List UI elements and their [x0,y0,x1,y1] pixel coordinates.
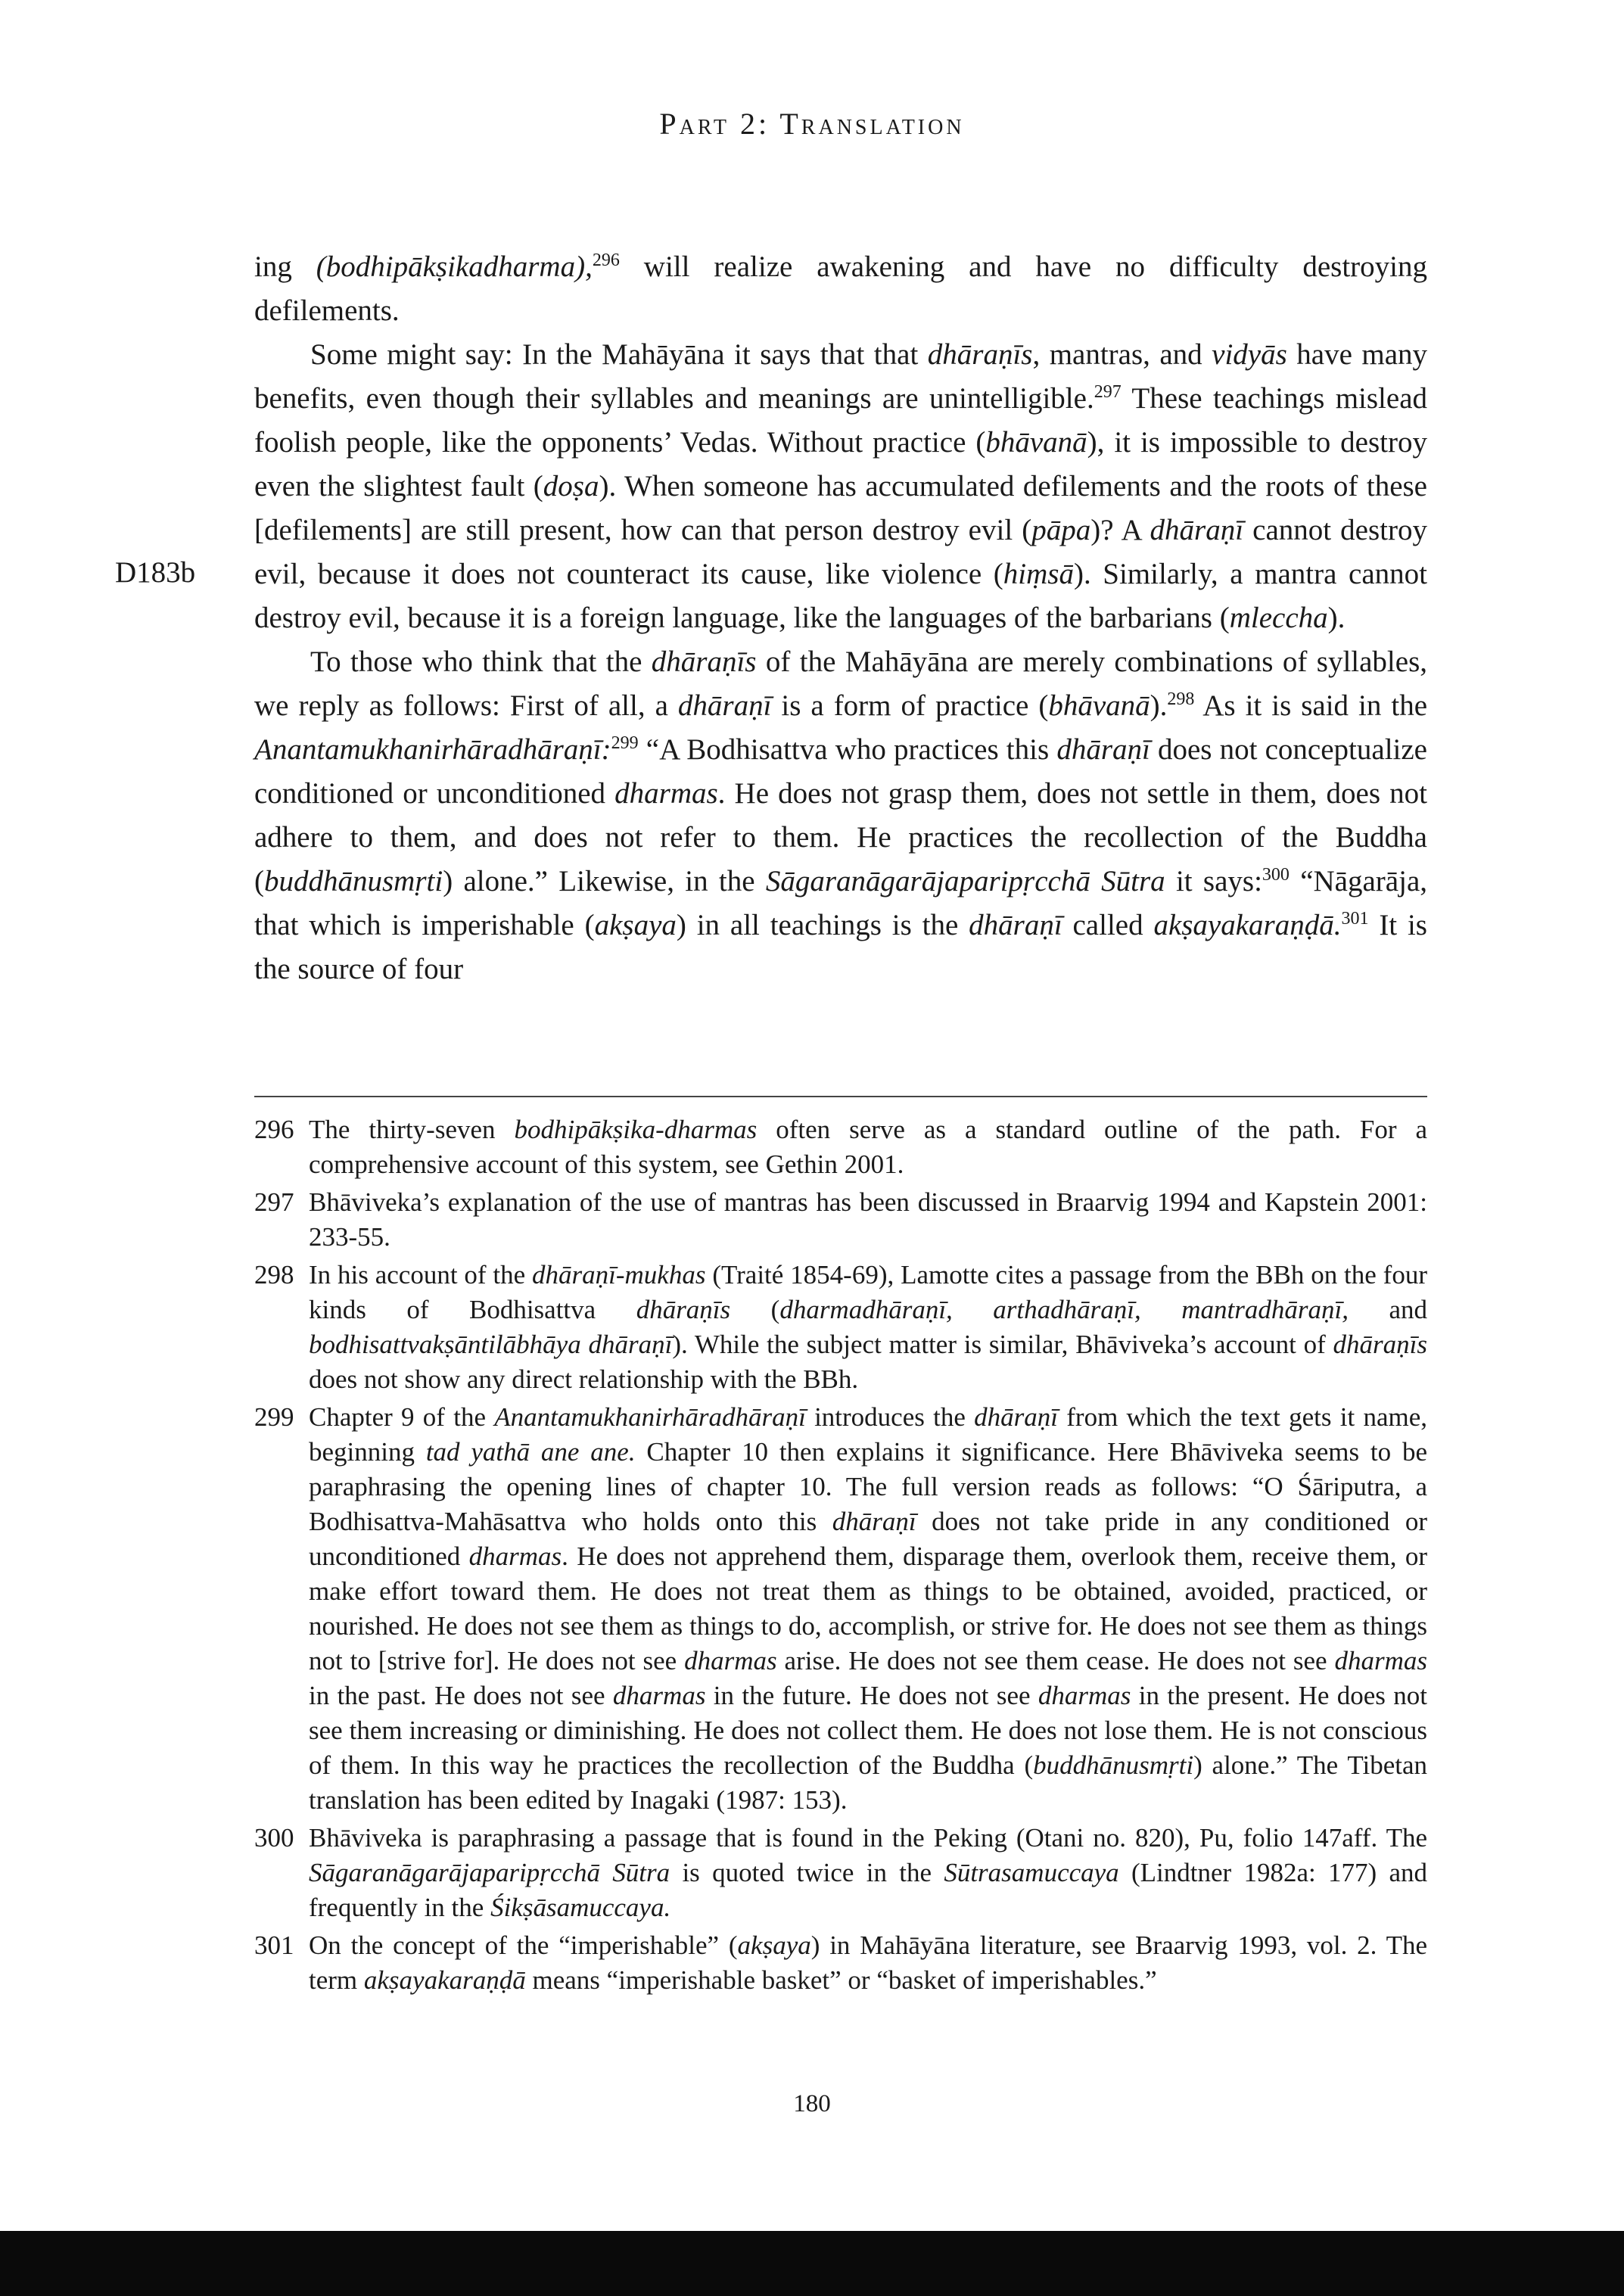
footnote-297 [254,1185,1427,1255]
footnote-number: 297 [254,1187,294,1217]
footnote-ref-297[interactable]: 297 [1094,382,1122,402]
footnote-number: 301 [254,1930,294,1960]
footnote-number: 300 [254,1823,294,1853]
footnote-text: The thirty-seven bodhipākṣika-dharmas often serve as a standard outline of the path. For a comprehensive account of this system, see Gethin 2001. [309,1115,1427,1179]
footnote-text: On the concept of the “imperishable” (akṣaya) in Mahāyāna literature, see Braarvig 1993, vol. 2. The term akṣayakaraṇḍā means “imperishable basket” or “basket of imperishables.” [309,1930,1427,1995]
footnote-300 [254,1821,1427,1925]
footnote-298 [254,1258,1427,1397]
paragraph-2: Some might say: In the Mahāyāna it says that that dhāraṇīs, mantras, and vidyās have many benefits, even though their syllables and meanings are unintelligible.$^{297}$ These teachings mislead foolish people, like the opponents’ Vedas. Without practice (bhāvanā), it is impossible to destroy even the slightest fault (doṣa). When someone has accumulated defilements and the roots of these [defilements] are still present, how can that person destroy evil (pāpa)? A dhāraṇī cannot destroy evil, because it does not counteract its cause, like violence (hiṃsā). Similarly, a mantra cannot destroy evil, because it is a foreign language, like the languages of the barbarians (mleccha). [254,338,1428,634]
footnote-number: 296 [254,1115,294,1144]
page-number: 180 [793,2090,831,2117]
footnote-ref-298[interactable]: 298 [1167,689,1195,709]
footnote-text: Chapter 9 of the Anantamukhanirhāradhāraṇī introduces the dhāraṇī from which the text gets it name, beginning tad yathā ane ane. Chapter 10 then explains it significance. Here Bhāviveka seems to be paraphrasing the opening lines of chapter 10. The full version reads as follows: “O Śāriputra, a Bodhisattva-Mahāsattva who holds onto this dhāraṇī does not take pride in any conditioned or unconditioned dharmas. He does not apprehend them, disparage them, overlook them, receive them, or make effort toward them. He does not treat them as things to be obtained, avoided, practiced, or nourished. He does not see them as things to do, accomplish, or strive for. He does not see them as things not to [strive for]. He does not see dharmas arise. He does not see them cease. He does not see dharmas in the past. He does not see dharmas in the future. He does not see dharmas in the present. He does not see them increasing or diminishing. He does not collect them. He does not lose them. He is not conscious of them. In this way he practices the recollection of the Buddha (buddhānusmṛti) alone.” The Tibetan translation has been edited by Inagaki (1987: 153). [309,1402,1428,1815]
footnote-299 [254,1400,1427,1818]
paragraph-1: ing (bodhipākṣikadharma),$^{296}$ will realize awakening and have no difficulty destroying defilements. [254,250,1427,327]
scan-edge-band [0,2231,1624,2296]
footnote-divider [254,1096,1427,1097]
footnote-text: Bhāviveka is paraphrasing a passage that is found in the Peking (Otani no. 820), Pu, folio 147aff. The Sāgaranāgarājaparipṛcchā Sūtra is quoted twice in the Sūtrasamuccaya (Lindtner 1982a: 177) and frequently in the Śikṣāsamuccaya. [309,1823,1427,1922]
main-text [254,245,1427,991]
footnote-ref-299[interactable]: 299 [611,733,639,753]
footnote-ref-301[interactable]: 301 [1341,909,1369,929]
footnote-ref-300[interactable]: 300 [1262,865,1290,885]
footnote-number: 299 [254,1402,294,1432]
footnote-296 [254,1112,1427,1182]
margin-folio-reference: D183b [115,556,196,589]
running-header: Part 2: Translation [659,107,965,141]
footnote-301 [254,1928,1427,1998]
paragraph-3: To those who think that the dhāraṇīs of the Mahāyāna are merely combinations of syllables, we reply as follows: First of all, a dhāraṇī is a form of practice (bhāvanā).$^{298}$ As it is said in the Anantamukhanirhāradhāraṇī:$^{299}$ “A Bodhisattva who practices this dhāraṇī does not conceptualize conditioned or unconditioned dharmas. He does not grasp them, does not settle in them, does not adhere to them, and does not refer to them. He practices the recollection of the Buddha (buddhānusmṛti) alone.” Likewise, in the Sāgaranāgarājaparipṛcchā Sūtra it says:$^{300}$ “Nāgarāja, that which is imperishable (akṣaya) in all teachings is the dhāraṇī called akṣayakaraṇḍā.$^{301}$ It is the source of four [254,646,1428,985]
footnote-number: 298 [254,1260,294,1290]
footnote-text: Bhāviveka’s explanation of the use of mantras has been discussed in Braarvig 1994 and Kapstein 2001: 233-55. [309,1187,1427,1252]
footnote-ref-296[interactable]: 296 [592,250,620,270]
footnote-text: In his account of the dhāraṇī-mukhas (Traité 1854-69), Lamotte cites a passage from the BBh on the four kinds of Bodhisattva dhāraṇīs (dharmadhāraṇī, arthadhāraṇī, mantradhāraṇī, and bodhisattvakṣāntilābhāya dhāraṇī). While the subject matter is similar, Bhāviveka’s account of dhāraṇīs does not show any direct relationship with the BBh. [309,1260,1427,1394]
footnotes [254,1112,1427,2001]
